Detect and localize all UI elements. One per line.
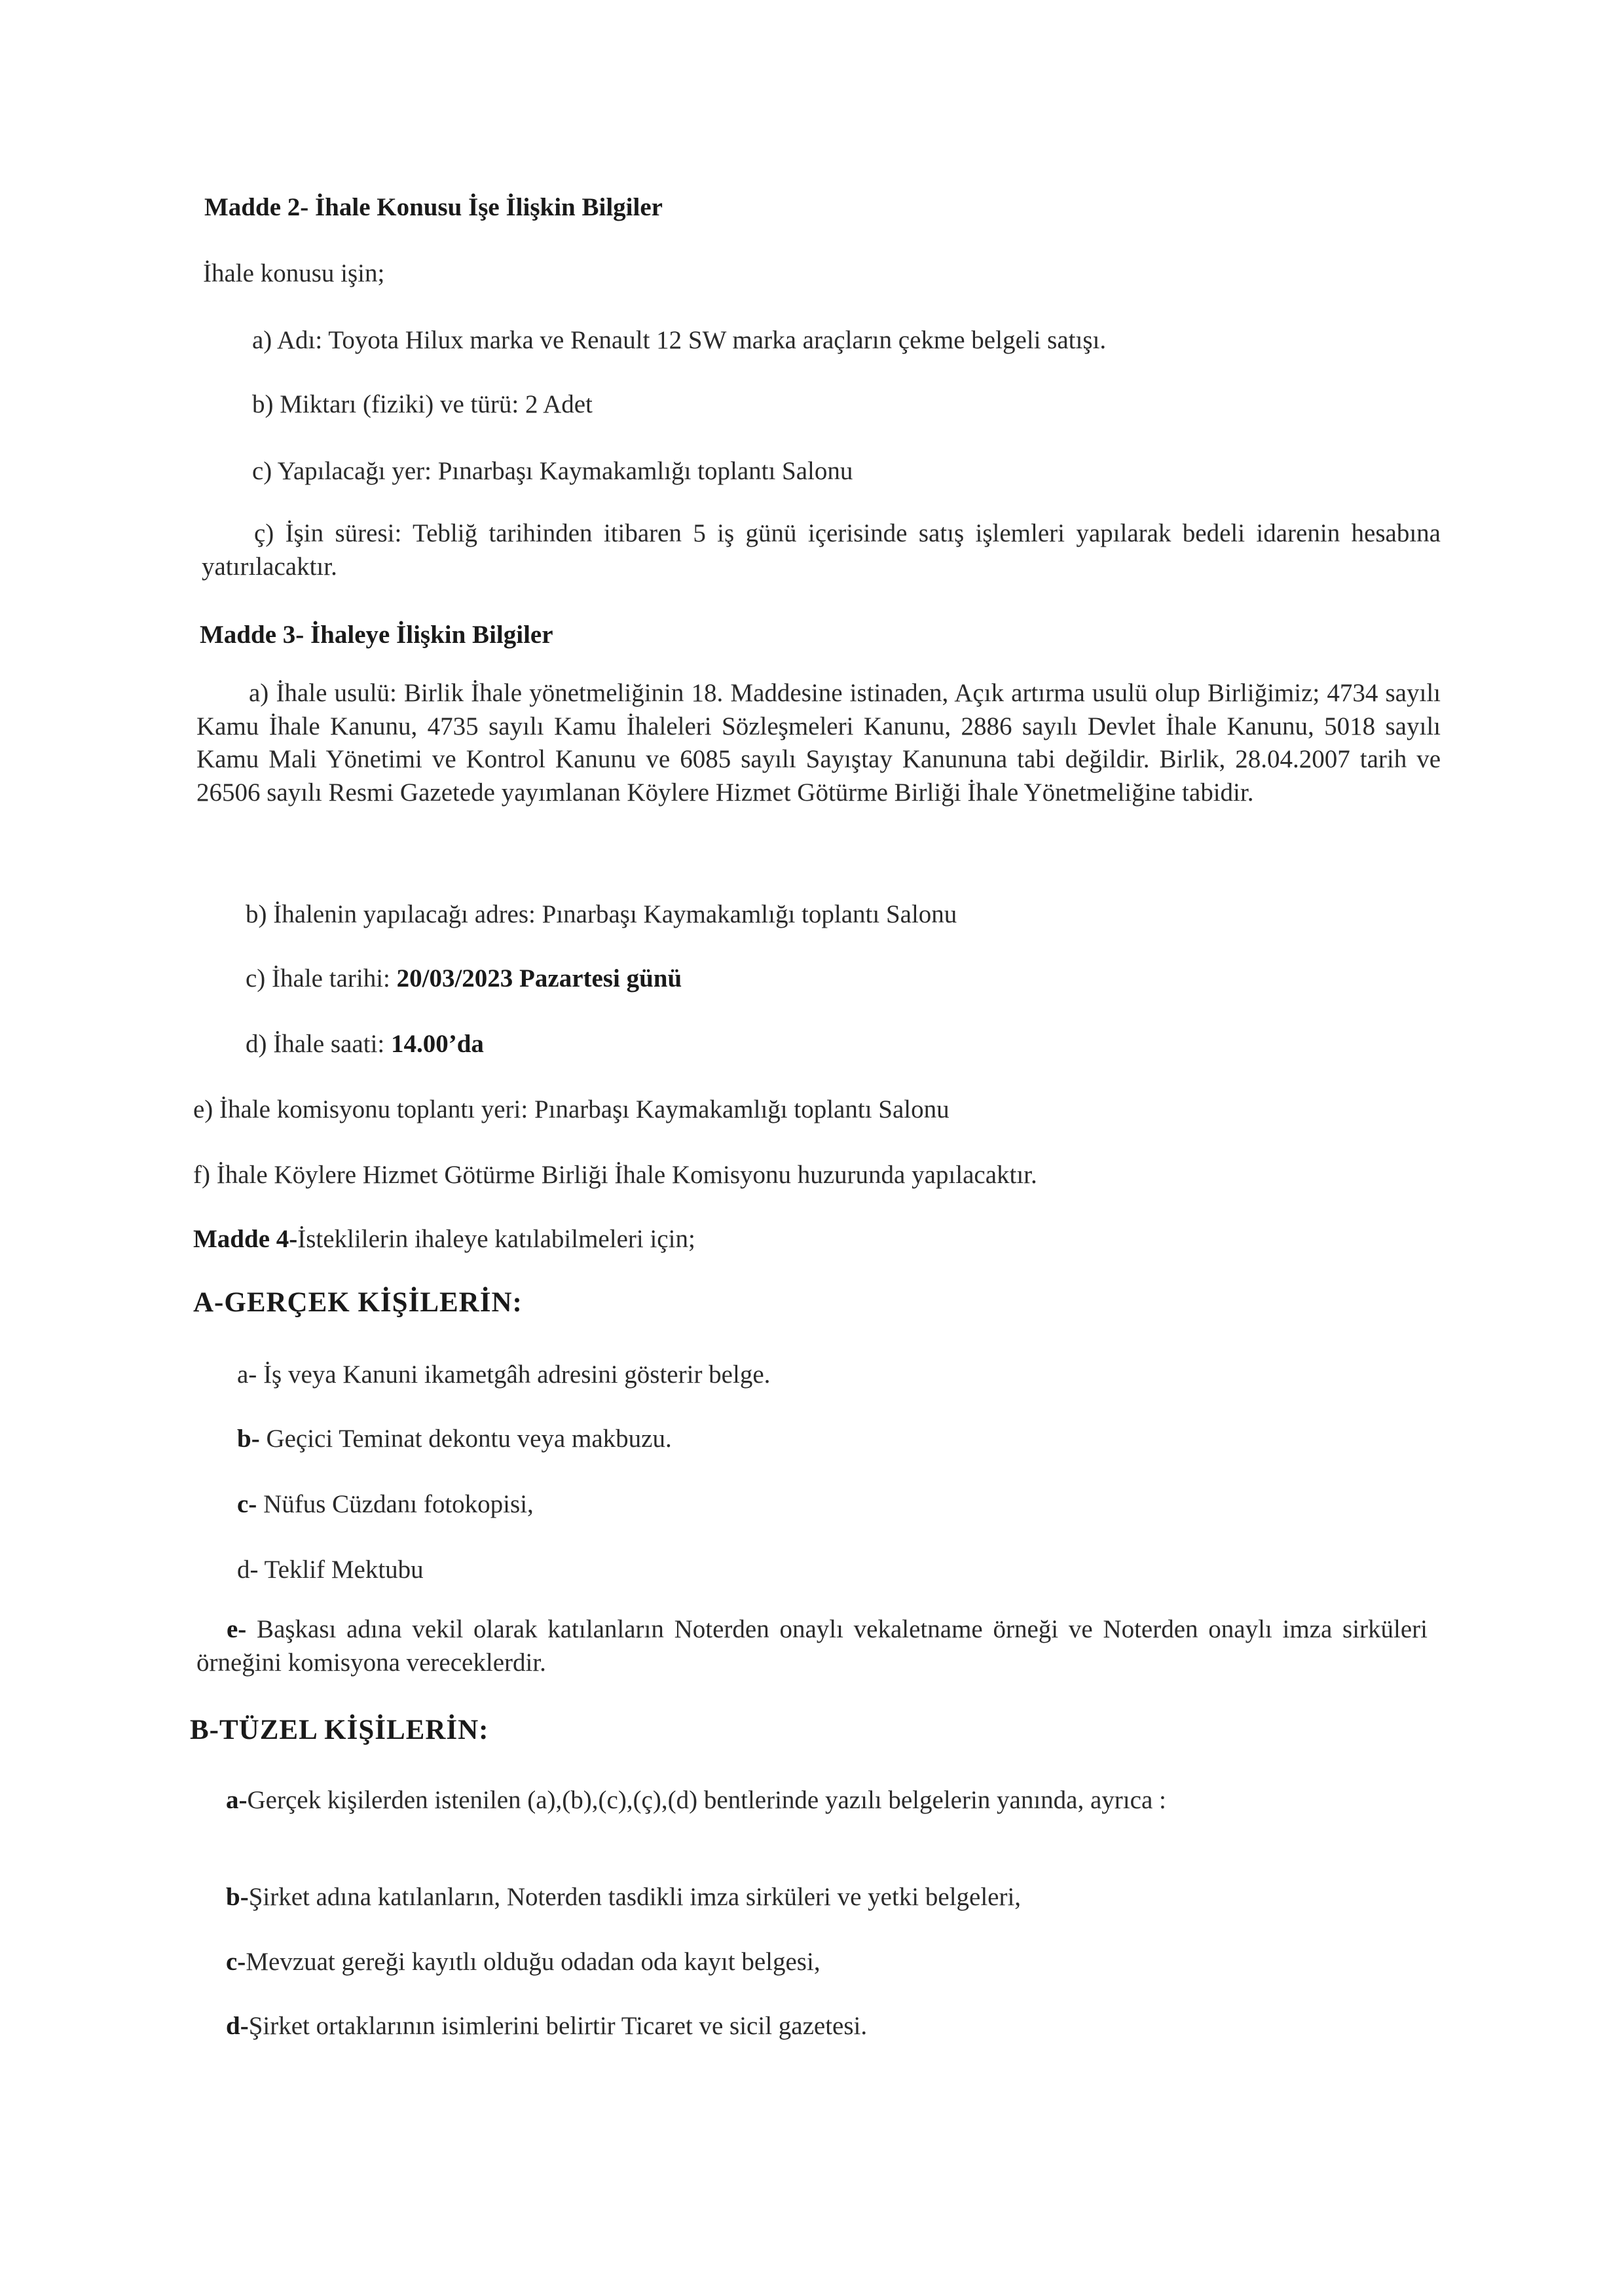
madde-2-heading: Madde 2- İhale Konusu İşe İlişkin Bilgiler	[204, 193, 663, 221]
madde-2-item-cc: ç) İşin süresi: Tebliğ tarihinden itibaren 5 iş günü içerisinde satış işlemleri yapılarak bedeli idarenin hesabına yatırılacaktır.	[202, 519, 1441, 581]
tuzel-item-c-text: Mevzuat gereği kayıtlı olduğu odadan oda kayıt belgesi,	[246, 1948, 821, 1976]
madde-3-heading: Madde 3- İhaleye İlişkin Bilgiler	[200, 621, 553, 649]
tuzel-item-d-text: Şirket ortaklarının isimlerini belirtir Ticaret ve sicil gazetesi.	[248, 2012, 868, 2040]
gercek-item-c-text: Nüfus Cüzdanı fotokopisi,	[257, 1490, 534, 1518]
madde-4-label: Madde 4-	[193, 1225, 298, 1253]
gercek-item-a-marker: a-	[237, 1360, 257, 1389]
tuzel-item-d-marker: d-	[226, 2012, 249, 2040]
tuzel-item-a	[193, 1784, 1428, 1817]
gercek-item-d-marker: d-	[237, 1556, 259, 1584]
ihale-saati-label: d) İhale saati:	[246, 1030, 391, 1058]
tuzel-item-a-marker: a-	[226, 1786, 248, 1814]
tuzel-item-c-marker: c-	[226, 1948, 246, 1976]
madde-2-item-c: c) Yapılacağı yer: Pınarbaşı Kaymakamlığı toplantı Salonu	[252, 457, 853, 485]
tuzel-item-b	[226, 1881, 1021, 1914]
tuzel-item-b-text: Şirket adına katılanların, Noterden tasdikli imza sirküleri ve yetki belgeleri,	[248, 1883, 1022, 1911]
madde-2-intro: İhale konusu işin;	[203, 259, 385, 287]
gercek-item-e-marker: e-	[227, 1615, 247, 1643]
tuzel-item-b-marker: b-	[226, 1883, 249, 1911]
gercek-item-b-marker: b-	[237, 1425, 260, 1453]
tuzel-item-c	[226, 1946, 821, 1979]
gercek-item-b	[237, 1423, 672, 1456]
gercek-item-e-text: Başkası adına vekil olarak katılanların Noterden onaylı vekaletname örneği ve Noterden onaylı imza sirküleri örneğini komisyona vereceklerdir.	[196, 1615, 1428, 1677]
ihale-saati-value: 14.00’da	[390, 1030, 484, 1058]
madde-2-item-a: a) Adı: Toyota Hilux marka ve Renault 12 SW marka araçların çekme belgeli satışı.	[252, 326, 1107, 354]
gercek-item-c-marker: c-	[237, 1490, 257, 1518]
madde-4-text: İsteklilerin ihaleye katılabilmeleri için;	[297, 1225, 695, 1253]
tuzel-item-d	[226, 2010, 867, 2043]
gercek-item-d	[237, 1554, 424, 1587]
gercek-item-b-text: Geçici Teminat dekontu veya makbuzu.	[259, 1425, 672, 1453]
madde-3-item-e: e) İhale komisyonu toplantı yeri: Pınarbaşı Kaymakamlığı toplantı Salonu	[193, 1095, 950, 1123]
gercek-item-a-text: İş veya Kanuni ikametgâh adresini gösterir belge.	[257, 1360, 771, 1389]
madde-3-item-b: b) İhalenin yapılacağı adres: Pınarbaşı Kaymakamlığı toplantı Salonu	[246, 900, 957, 928]
gercek-item-a	[237, 1358, 770, 1392]
madde-4-heading	[193, 1223, 695, 1256]
madde-3-item-f: f) İhale Köylere Hizmet Götürme Birliği İhale Komisyonu huzurunda yapılacaktır.	[193, 1161, 1037, 1189]
madde-2-item-b: b) Miktarı (fiziki) ve türü: 2 Adet	[252, 390, 593, 418]
madde-3-item-d	[246, 1028, 484, 1061]
gercek-item-d-text: Teklif Mektubu	[258, 1556, 424, 1584]
tuzel-kisiler-heading: B-TÜZEL KİŞİLERİN:	[190, 1715, 489, 1745]
madde-3-item-a: a) İhale usulü: Birlik İhale yönetmeliğinin 18. Maddesine istinaden, Açık artırma usulü olup Birliğimiz; 4734 sayılı Kamu İhale Kanunu, 4735 sayılı Kamu İhaleleri Sözleşmeleri Kanunu, 2886 sayılı Devlet İhale Kanunu, 5018 sayılı Kamu Mali Yönetimi ve Kontrol Kanunu ve 6085 sayılı Sayıştay Kanununa tabi değildir. Birlik, 28.04.2007 tarih ve 26506 sayılı Resmi Gazetede yayımlanan Köylere Hizmet Götürme Birliği İhale Yönetmeliğine tabidir.	[196, 679, 1441, 807]
tuzel-item-a-text: Gerçek kişilerden istenilen (a),(b),(c),(ç),(d) bentlerinde yazılı belgelerin yanında, ayrıca :	[247, 1786, 1166, 1814]
gercek-item-e	[196, 1613, 1428, 1679]
gercek-item-c	[237, 1488, 534, 1522]
gercek-kisiler-heading: A-GERÇEK KİŞİLERİN:	[193, 1287, 523, 1318]
madde-3-item-c	[246, 962, 682, 996]
ihale-tarihi-label: c) İhale tarihi:	[246, 964, 397, 993]
ihale-tarihi-value: 20/03/2023 Pazartesi günü	[396, 964, 682, 993]
